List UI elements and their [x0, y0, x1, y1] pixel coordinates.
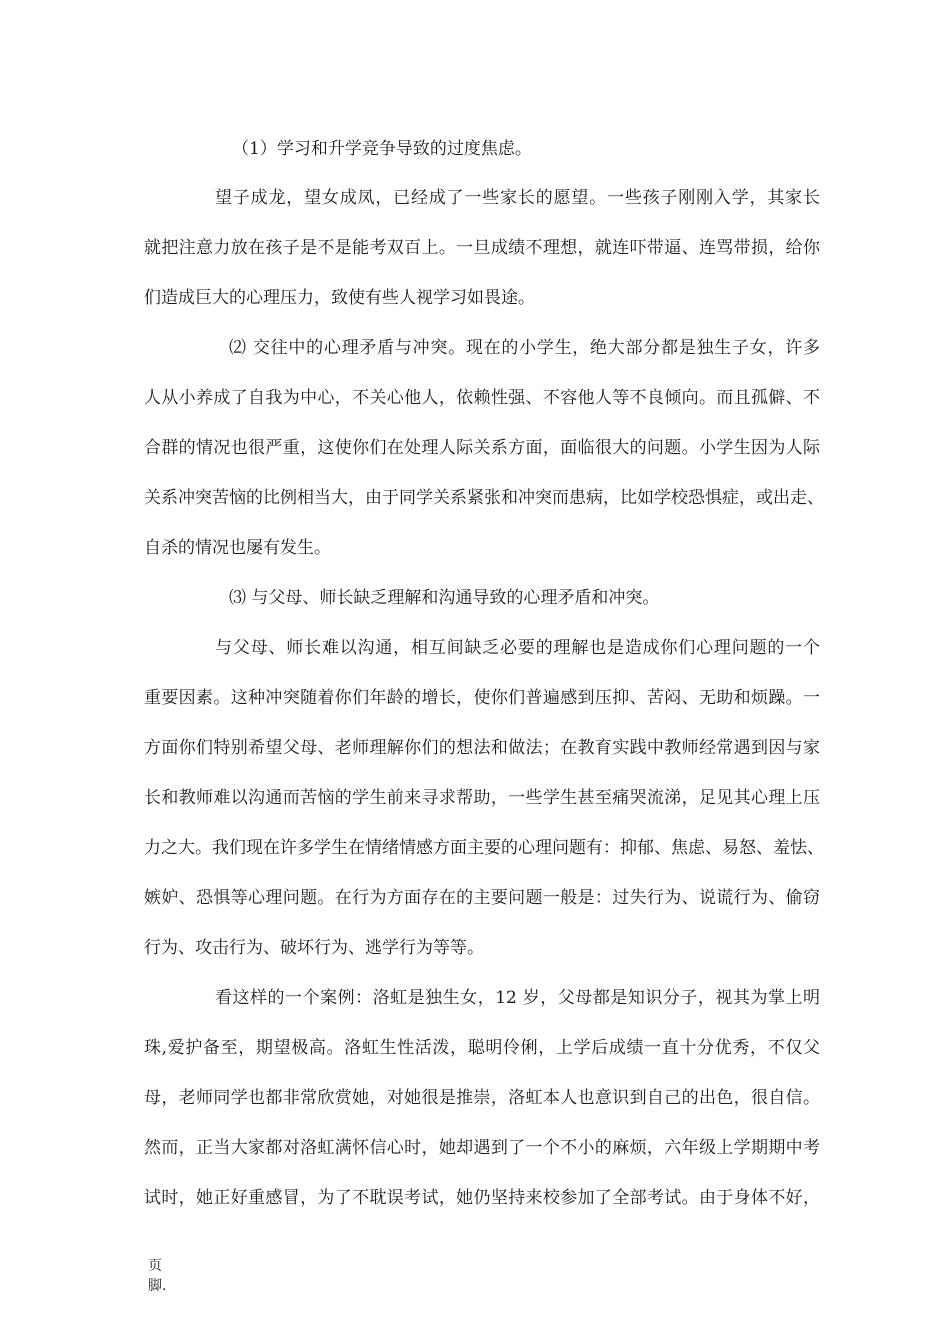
para-3-line-5: 力之大。我们现在许多学生在情绪情感方面主要的心理问题有：抑郁、焦虑、易怒、羞怯、: [144, 838, 824, 858]
para-4-line-4: 然而，正当大家都对洛虹满怀信心时，她却遇到了一个不小的麻烦，六年级上学期期中考: [144, 1138, 820, 1158]
para-1-line-1: 望子成龙，望女成凤，已经成了一些家长的愿望。一些孩子刚刚入学，其家长: [215, 188, 820, 208]
page-footer: [148, 1256, 166, 1296]
para-4-line-1: 看这样的一个案例：洛虹是独生女，12 岁，父母都是知识分子，视其为掌上明: [215, 988, 820, 1008]
para-3-line-3: 方面你们特别希望父母、老师理解你们的想法和做法；在教育实践中教师经常遇到因与家: [144, 738, 820, 758]
footer-line-1: 页: [148, 1258, 162, 1274]
para-2-line-1: ⑵ 交往中的心理矛盾与冲突。现在的小学生，绝大部分都是独生子女，许多: [229, 338, 820, 358]
para-2-line-3: 合群的情况也很严重，这使你们在处理人际关系方面，面临很大的问题。小学生因为人际: [144, 438, 820, 458]
para-3-line-4: 长和教师难以沟通而苦恼的学生前来寻求帮助，一些学生甚至痛哭流涕，足见其心理上压: [144, 788, 820, 808]
para-3-line-7: 行为、攻击行为、破坏行为、逃学行为等等。: [144, 938, 484, 958]
para-1-line-3: 们造成巨大的心理压力，致使有些人视学习如畏途。: [144, 288, 535, 308]
para-1-line-2: 就把注意力放在孩子是不是能考双百上。一旦成绩不理想，就连吓带逼、连骂带损，给你: [144, 238, 820, 258]
para-4-line-5: 试时，她正好重感冒，为了不耽误考试，她仍坚持来校参加了全部考试。由于身体不好，: [144, 1188, 820, 1208]
para-3-line-2: 重要因素。这种冲突随着你们年龄的增长，使你们普遍感到压抑、苦闷、无助和烦躁。一: [144, 688, 820, 708]
para-3-line-1: 与父母、师长难以沟通，相互间缺乏必要的理解也是造成你们心理问题的一个: [215, 638, 820, 658]
heading-1: （1）学习和升学竞争导致的过度焦虑。: [232, 139, 532, 159]
para-2-line-4: 关系冲突苦恼的比例相当大，由于同学关系紧张和冲突而患病，比如学校恐惧症，或出走、: [144, 488, 824, 508]
para-2-line-2: 人从小养成了自我为中心，不关心他人，依赖性强、不容他人等不良倾向。而且孤僻、不: [144, 388, 820, 408]
para-4-line-2: 珠,爱护备至，期望极高。洛虹生性活泼，聪明伶俐，上学后成绩一直十分优秀，不仅父: [144, 1038, 820, 1058]
heading-3: ⑶ 与父母、师长缺乏理解和沟通导致的心理矛盾和冲突。: [229, 588, 660, 608]
footer-line-2: 脚.: [148, 1278, 167, 1294]
para-3-line-6: 嫉妒、恐惧等心理问题。在行为方面存在的主要问题一般是：过失行为、说谎行为、偷窃: [144, 888, 820, 908]
para-2-line-5: 自杀的情况也屡有发生。: [144, 538, 331, 558]
para-4-line-3: 母，老师同学也都非常欣赏她，对她很是推崇，洛虹本人也意识到自己的出色，很自信。: [144, 1088, 820, 1108]
